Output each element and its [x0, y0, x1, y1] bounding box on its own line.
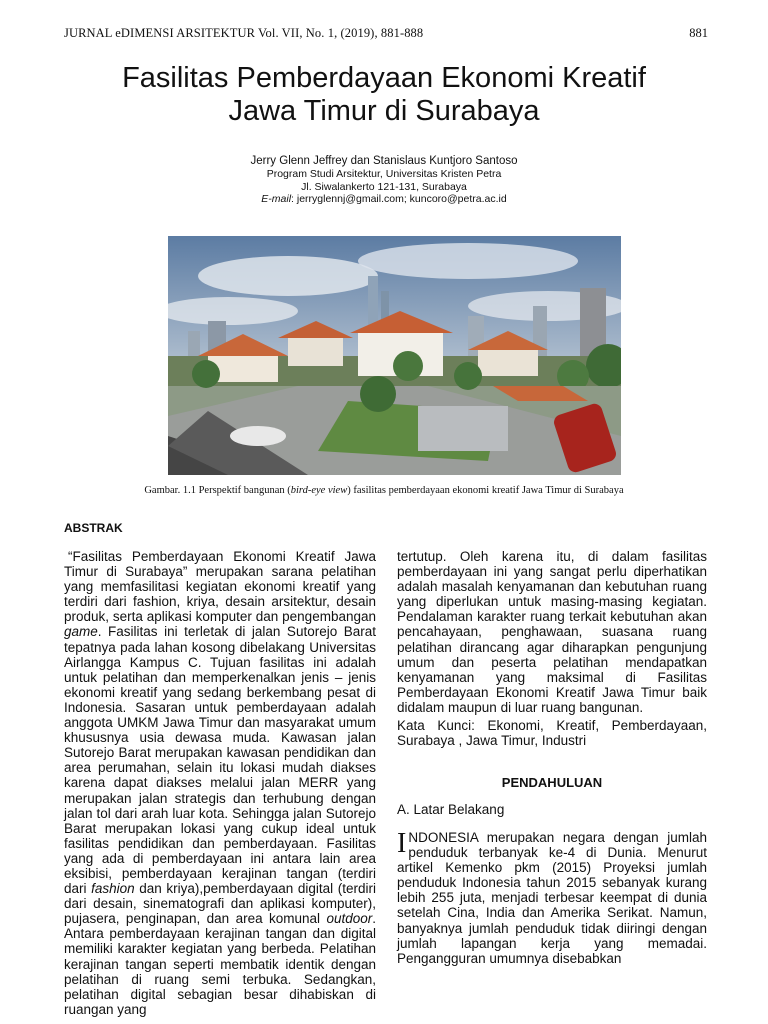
- caption-prefix: Gambar. 1.1 Perspektif bangunan (: [144, 485, 291, 496]
- author-email: [0, 193, 768, 206]
- abstract-text-4: . Antara pemberdayaan kerajinan tangan dan digital memiliki karakter kegiatan yang berbeda. Pelatihan kerajinan tangan seperti membatik identik dengan pelatihan di ruang semi terbuka. Sedangkan, pelatihan digital sebagian besar dihabiskan di ruangan yang: [64, 911, 376, 1017]
- email-label: E-mail: [261, 193, 292, 205]
- abstract-text-2: . Fasilitas ini terletak di jalan Sutorejo Barat tepatnya pada lahan kosong dibelakang Universitas Airlangga Kampus C. Tujuan fasilitas ini adalah untuk pelatihan dan memperkenalkan jenis – jenis ekonomi kreatif yang sedang berkembang pesat di Indonesia. Sasaran untuk pemberdayaan adalah anggota UMKM Jawa Timur dan masyarakat umum khususnya usia dewasa muda. Kawasan jalan Sutorejo Barat merupakan kawasan pendidikan dan area perumahan, selain itu lokasi mudah diakses karena dapat diakses melalui jalan MERR yang merupakan jalan strategis dan terhubung dengan jalan tol dari arah luar kota. Sehingga jalan Sutorejo Barat merupakan lokasi yang cukup ideal untuk fasilitas pendidikan dan pemberdayaan. Fasilitas yang ada di pemberdayaan ini antara lain area eksibisi, pemberdayaan kerajinan tangan (terdiri dari: [64, 624, 376, 897]
- affiliation-address: Jl. Siwalankerto 121-131, Surabaya: [301, 180, 467, 193]
- abstract-paragraph-continued: tertutup. Oleh karena itu, di dalam fasilitas pemberdayaan ini yang sangat perlu diperhatikan adalah masalah kenyamanan dan kebutuhan ruang yang diperlukan untuk masing-masing kegiatan. Pendalaman karakter ruang terkait kebutuhan akan pencahayaan, penghawaan, suasana ruang pelatihan dirancang agar diharapkan pengunjung umum dan peserta pelatihan mendapatkan kenyamanan yang maksimal di Fasilitas Pemberdayaan Ekonomi Kreatif Jawa Timur baik didalam maupun di luar ruang bangunan.: [397, 549, 707, 715]
- section-heading-pendahuluan: PENDAHULUAN: [501, 775, 603, 790]
- abstract-italic-outdoor: outdoor: [326, 911, 373, 927]
- abstract-italic-fashion: fashion: [91, 881, 135, 897]
- journal-header: JURNAL eDIMENSI ARSITEKTUR Vol. VII, No. 1, (2019), 881-888: [64, 26, 424, 40]
- email-addresses: : jerryglennj@gmail.com; kuncoro@petra.ac.id: [291, 193, 507, 205]
- author-names: Jerry Glenn Jeffrey dan Stanislaus Kuntjoro Santoso: [250, 155, 518, 167]
- abstract-left-column: [64, 549, 376, 1017]
- abstract-text-3: dan kriya),pemberdayaan digital (terdiri dari desain, sinematografi dan aplikasi komputer), pujasera, penginapan, dan area komunal: [64, 881, 376, 927]
- paper-title: [40, 62, 728, 128]
- title-line-1: Fasilitas Pemberdayaan Ekonomi Kreatif: [122, 62, 646, 94]
- abstract-right-column: [397, 549, 707, 715]
- abstract-text-1: “Fasilitas Pemberdayaan Ekonomi Kreatif Jawa Timur di Surabaya” merupakan sarana pelatihan yang memfasilitasi kegiatan ekonomi kreatif yang terdiri dari fashion, kriya, desain arsitektur, desain produk, serta aplikasi komputer dan pengembangan: [64, 549, 376, 625]
- intro-text: NDONESIA merupakan negara dengan jumlah penduduk terbanyak ke-4 di Dunia. Menurut artikel Kemenko pkm (2015) Proyeksi jumlah penduduk Indonesia tahun 2015 sebanyak kurang lebih 255 juta, menjadi terbesar keempat di dunia setelah Cina, India dan Amerika Serikat. Namun, banyaknya jumlah penduduk tidak diiringi dengan jumlah lapangan kerja yang memadai. Pengangguran umumnya disebabkan: [397, 830, 707, 966]
- abstract-italic-game: game: [64, 624, 98, 640]
- abstract-heading: ABSTRAK: [64, 521, 123, 535]
- abstract-paragraph-1: [64, 549, 376, 1017]
- page-number: 881: [689, 26, 708, 40]
- subsection-heading-latar-belakang: A. Latar Belakang: [397, 802, 505, 817]
- figure-bird-eye-render: [168, 236, 621, 475]
- intro-paragraph: [397, 830, 707, 966]
- caption-suffix: ) fasilitas pemberdayaan ekonomi kreatif Jawa Timur di Surabaya: [347, 485, 624, 496]
- figure-caption: [0, 485, 768, 496]
- affiliation-program: Program Studi Arsitektur, Universitas Kristen Petra: [266, 168, 502, 180]
- bird-eye-render-image: [168, 236, 621, 475]
- keywords: Kata Kunci: Ekonomi, Kreatif, Pemberdayaan, Surabaya , Jawa Timur, Industri: [397, 718, 707, 749]
- title-line-2: Jawa Timur di Surabaya: [228, 95, 540, 127]
- drop-cap: I: [397, 828, 407, 859]
- caption-italic: bird-eye view: [290, 485, 348, 496]
